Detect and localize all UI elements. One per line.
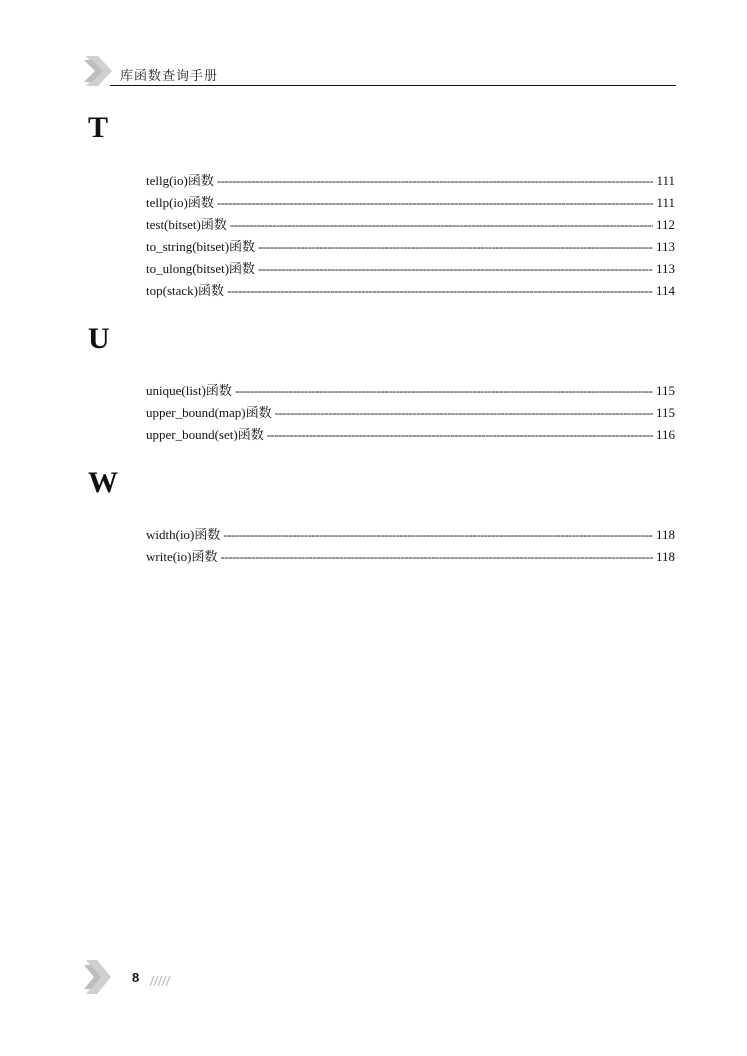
index-entry[interactable] — [146, 192, 675, 214]
entry-page: 112 — [655, 217, 675, 232]
index-entry[interactable] — [146, 236, 675, 258]
entry-name: write(io)函数 — [146, 549, 218, 564]
index-entry[interactable] — [146, 280, 675, 302]
dot-leader — [258, 239, 653, 255]
section-letter-u: U — [88, 322, 110, 355]
entry-name: width(io)函数 — [146, 527, 221, 542]
book-title: 库函数查询手册 — [120, 69, 219, 84]
index-list-u — [146, 380, 675, 446]
section-letter-t: T — [88, 111, 109, 144]
entry-name: tellp(io)函数 — [146, 195, 214, 210]
dot-leader — [217, 195, 654, 211]
index-entry[interactable] — [146, 214, 675, 236]
index-list-t — [146, 170, 675, 302]
entry-page: 113 — [655, 239, 675, 254]
entry-name: test(bitset)函数 — [146, 217, 227, 232]
entry-page: 111 — [656, 173, 675, 188]
index-entry[interactable] — [146, 546, 675, 568]
entry-page: 116 — [655, 427, 675, 442]
entry-page: 118 — [655, 527, 675, 542]
dot-leader — [217, 173, 654, 189]
double-chevron-icon — [84, 56, 116, 86]
entry-name: to_ulong(bitset)函数 — [146, 261, 256, 276]
entry-name: upper_bound(map)函数 — [146, 405, 272, 420]
index-entry[interactable] — [146, 424, 675, 446]
entry-page: 114 — [655, 283, 675, 298]
dot-leader — [230, 217, 653, 233]
entry-page: 115 — [655, 405, 675, 420]
dot-leader — [223, 527, 653, 543]
entry-name: to_string(bitset)函数 — [146, 239, 256, 254]
dot-leader — [258, 261, 653, 277]
index-entry[interactable] — [146, 524, 675, 546]
page-header — [84, 52, 676, 92]
dot-leader — [275, 405, 653, 421]
entry-name: unique(list)函数 — [146, 383, 232, 398]
dot-leader — [267, 427, 653, 443]
header-rule — [110, 85, 676, 86]
page-number: 8 — [132, 970, 140, 985]
page-footer — [84, 958, 164, 998]
entry-name: top(stack)函数 — [146, 283, 224, 298]
index-entry[interactable] — [146, 402, 675, 424]
entry-page: 118 — [655, 549, 675, 564]
section-letter-w: W — [88, 466, 118, 499]
index-entry[interactable] — [146, 258, 675, 280]
index-entry[interactable] — [146, 380, 675, 402]
entry-page: 115 — [655, 383, 675, 398]
index-list-w — [146, 524, 675, 568]
dot-leader — [220, 549, 652, 565]
entry-page: 113 — [655, 261, 675, 276]
hatch-stripes-icon — [108, 976, 214, 986]
dot-leader — [235, 383, 653, 399]
index-entry[interactable] — [146, 170, 675, 192]
entry-name: upper_bound(set)函数 — [146, 427, 264, 442]
dot-leader — [227, 283, 653, 299]
entry-name: tellg(io)函数 — [146, 173, 214, 188]
entry-page: 111 — [656, 195, 675, 210]
